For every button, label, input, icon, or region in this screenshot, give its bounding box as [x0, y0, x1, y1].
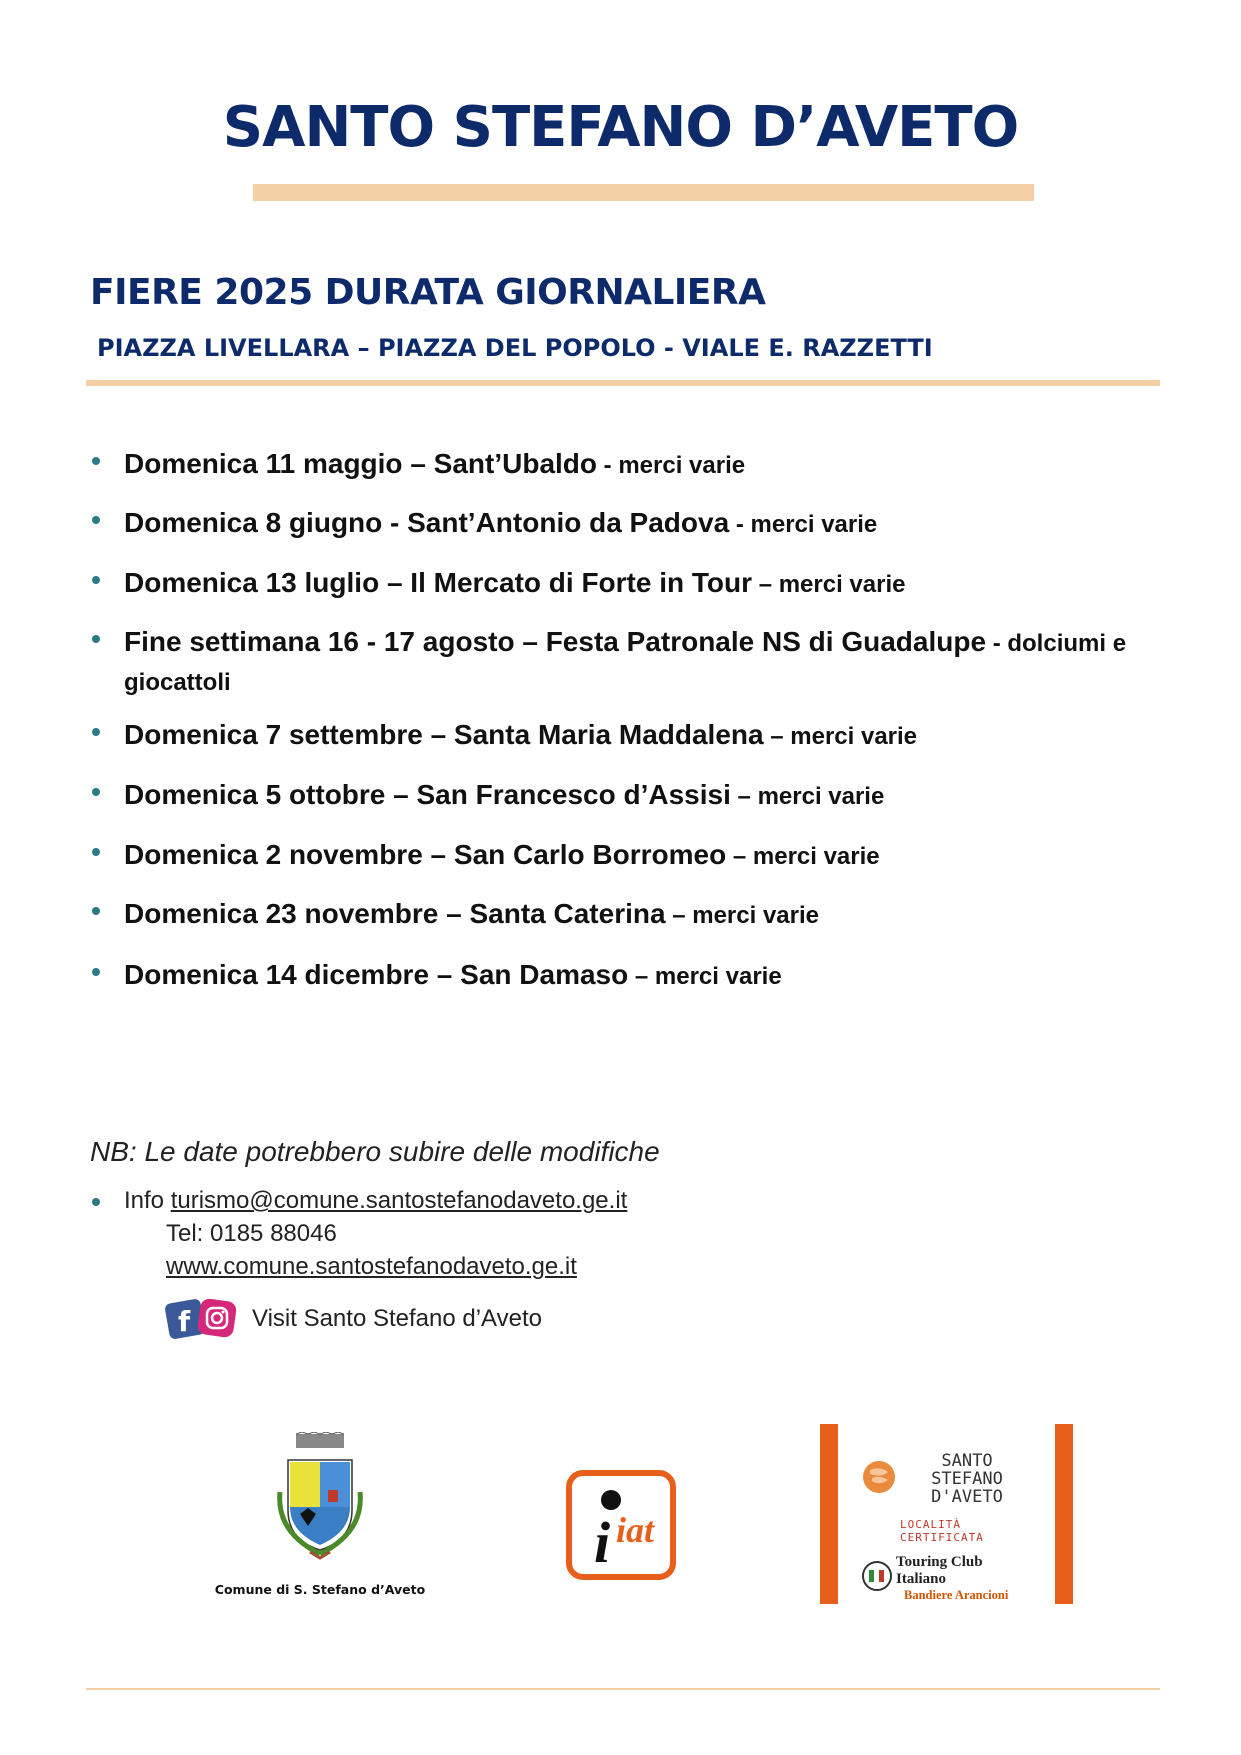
disclaimer-note: NB: Le date potrebbero subire delle modifiche: [90, 1136, 660, 1167]
event-separator: –: [752, 571, 779, 598]
tci-badge-icon: [862, 1561, 892, 1596]
event-separator: –: [730, 783, 758, 810]
title-divider: [253, 184, 1034, 201]
event-goods: merci varie: [757, 783, 885, 810]
tci-frame-right: [1055, 1424, 1073, 1604]
tci-certification-logo: [862, 1451, 1032, 1602]
event-separator: –: [726, 843, 753, 870]
event-separator: –: [665, 902, 693, 929]
section-divider: [86, 380, 1160, 386]
bullet-icon: [92, 457, 100, 465]
phone-number: Tel: 0185 88046: [166, 1220, 337, 1247]
event-title: Domenica 2 novembre – San Carlo Borromeo: [124, 839, 727, 870]
tci-name-line1: SANTO STEFANO: [931, 1451, 1003, 1489]
locations-line: PIAZZA LIVELLARA – PIAZZA DEL POPOLO - VIALE E. RAZZETTI: [97, 334, 933, 362]
bullet-icon: [92, 576, 100, 584]
bullet-icon: [92, 516, 100, 524]
event-separator: –: [628, 963, 655, 990]
event-goods: merci varie: [752, 843, 880, 870]
iat-logo: [566, 1470, 676, 1580]
event-title: Domenica 8 giugno - Sant’Antonio da Padova: [124, 507, 730, 538]
event-title: Domenica 14 dicembre – San Damaso: [124, 959, 629, 990]
bullet-icon: [92, 788, 100, 796]
iat-text: iat: [616, 1510, 655, 1550]
tci-club: Touring Club Italiano: [896, 1554, 983, 1587]
event-separator: -: [597, 452, 619, 479]
bullet-icon: [92, 968, 100, 976]
social-icons[interactable]: [165, 1297, 239, 1339]
event-goods: merci varie: [692, 902, 819, 929]
svg-text:f: f: [178, 1305, 191, 1338]
bullet-icon: [92, 848, 100, 856]
info-label: Info: [124, 1187, 165, 1214]
tci-name-line2: D'AVETO: [931, 1487, 1003, 1507]
event-goods: merci varie: [778, 571, 906, 598]
section-title: FIERE 2025 DURATA GIORNALIERA: [90, 272, 766, 313]
event-title: Domenica 5 ottobre – San Francesco d’Assisi: [124, 779, 731, 810]
event-goods: dolciumi e giocattoli: [124, 630, 1127, 696]
email-link[interactable]: turismo@comune.santostefanodaveto.ge.it: [170, 1187, 628, 1214]
event-separator: –: [763, 723, 791, 750]
event-title: Domenica 13 luglio – Il Mercato di Forte in Tour: [124, 567, 753, 598]
tci-certified: LOCALITÀ CERTIFICATA: [900, 1518, 984, 1544]
event-goods: merci varie: [618, 452, 746, 479]
event-goods: merci varie: [654, 963, 782, 990]
instagram-icon[interactable]: [197, 1298, 238, 1339]
svg-text:i: i: [594, 1510, 611, 1575]
tci-flags: Bandiere Arancioni: [904, 1588, 1009, 1602]
orange-flag-icon: [862, 1460, 896, 1499]
bullet-icon: [92, 728, 100, 736]
event-title: Domenica 11 maggio – Sant’Ubaldo: [124, 448, 598, 479]
event-title: Domenica 23 novembre – Santa Caterina: [124, 898, 666, 929]
event-separator: -: [729, 511, 751, 538]
event-goods: merci varie: [790, 723, 918, 750]
event-title: Domenica 7 settembre – Santa Maria Maddalena: [124, 719, 764, 750]
event-goods: merci varie: [750, 511, 878, 538]
coat-of-arms-icon: [270, 1432, 370, 1562]
website-link[interactable]: www.comune.santostefanodaveto.ge.it: [166, 1253, 577, 1280]
social-label: Visit Santo Stefano d’Aveto: [252, 1305, 542, 1332]
footer-divider: [86, 1688, 1160, 1690]
event-separator: -: [986, 630, 1008, 657]
bullet-icon: [92, 1198, 100, 1206]
page-title: SANTO STEFANO D’AVETO: [222, 95, 1019, 160]
bullet-icon: [92, 635, 100, 643]
bullet-icon: [92, 907, 100, 915]
comune-caption: Comune di S. Stefano d’Aveto: [214, 1582, 426, 1597]
tci-frame-left: [820, 1424, 838, 1604]
event-title: Fine settimana 16 - 17 agosto – Festa Patronale NS di Guadalupe: [124, 626, 987, 657]
